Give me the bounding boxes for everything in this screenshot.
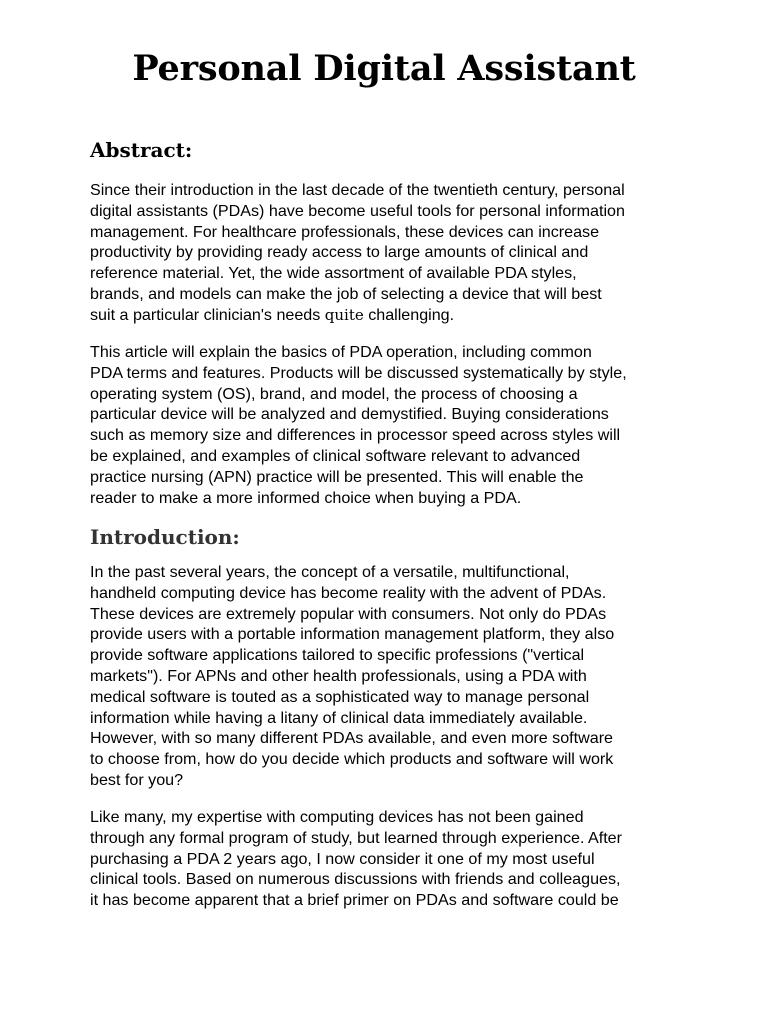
text-line: productivity by providing ready access to large amounts of clinical and: [90, 243, 589, 262]
introduction-paragraph-2: [90, 807, 692, 911]
text-line: particular device will be analyzed and demystified. Buying considerations: [90, 405, 609, 424]
text-line: best for you?: [90, 770, 184, 789]
text-line: provide software applications tailored to specific professions ("vertical: [90, 646, 585, 665]
text-line: it has become apparent that a brief primer on PDAs and software could be: [90, 891, 619, 910]
text-line: digital assistants (PDAs) have become useful tools for personal information: [90, 201, 625, 220]
introduction-heading: Introduction:: [90, 525, 240, 549]
page-title: Personal Digital Assistant: [132, 48, 636, 89]
text-line: markets"). For APNs and other health professionals, using a PDA with: [90, 666, 587, 685]
text-line: Like many, my expertise with computing devices has not been gained: [90, 808, 584, 826]
text-line: reference material. Yet, the wide assortment of available PDA styles,: [90, 264, 577, 283]
text-line: purchasing a PDA 2 years ago, I now consider it one of my most useful: [90, 849, 595, 868]
text-line: Since their introduction in the last decade of the twentieth century, personal: [90, 181, 625, 199]
abstract-heading: Abstract:: [90, 138, 193, 162]
text-line: such as memory size and differences in processor speed across styles will: [90, 426, 621, 445]
text-line: reader to make a more informed choice when buying a PDA.: [90, 488, 522, 507]
text-line-last: [90, 305, 692, 326]
text-line: This article will explain the basics of PDA operation, including common: [90, 343, 592, 361]
text-line: operating system (OS), brand, and model, the process of choosing a: [90, 384, 578, 403]
text-line: to choose from, how do you decide which products and software will work: [90, 750, 614, 769]
serif-word: quite: [324, 305, 364, 324]
text-line: However, with so many different PDAs available, and even more software: [90, 729, 614, 748]
text-line: PDA terms and features. Products will be discussed systematically by style,: [90, 363, 627, 382]
introduction-paragraph-1: [90, 562, 692, 791]
text-line: medical software is touted as a sophisticated way to manage personal: [90, 687, 590, 706]
text-line: management. For healthcare professionals, these devices can increase: [90, 222, 600, 241]
text-line: handheld computing device has become reality with the advent of PDAs.: [90, 583, 607, 602]
abstract-paragraph-1: [90, 180, 692, 326]
text-line: provide users with a portable information management platform, they also: [90, 625, 615, 644]
text-line: brands, and models can make the job of selecting a device that will best: [90, 284, 602, 303]
text-line: These devices are extremely popular with consumers. Not only do PDAs: [90, 604, 607, 623]
text-line: clinical tools. Based on numerous discussions with friends and colleagues,: [90, 870, 621, 889]
text-line: In the past several years, the concept of a versatile, multifunctional,: [90, 563, 570, 581]
text-segment: challenging.: [363, 305, 455, 324]
text-line: practice nursing (APN) practice will be presented. This will enable the: [90, 467, 584, 486]
abstract-paragraph-2: [90, 342, 692, 508]
text-line: information while having a litany of clinical data immediately available.: [90, 708, 588, 727]
text-line: through any formal program of study, but learned through experience. After: [90, 828, 622, 847]
text-line: be explained, and examples of clinical software relevant to advanced: [90, 446, 581, 465]
text-segment: suit a particular clinician's needs: [90, 305, 325, 324]
